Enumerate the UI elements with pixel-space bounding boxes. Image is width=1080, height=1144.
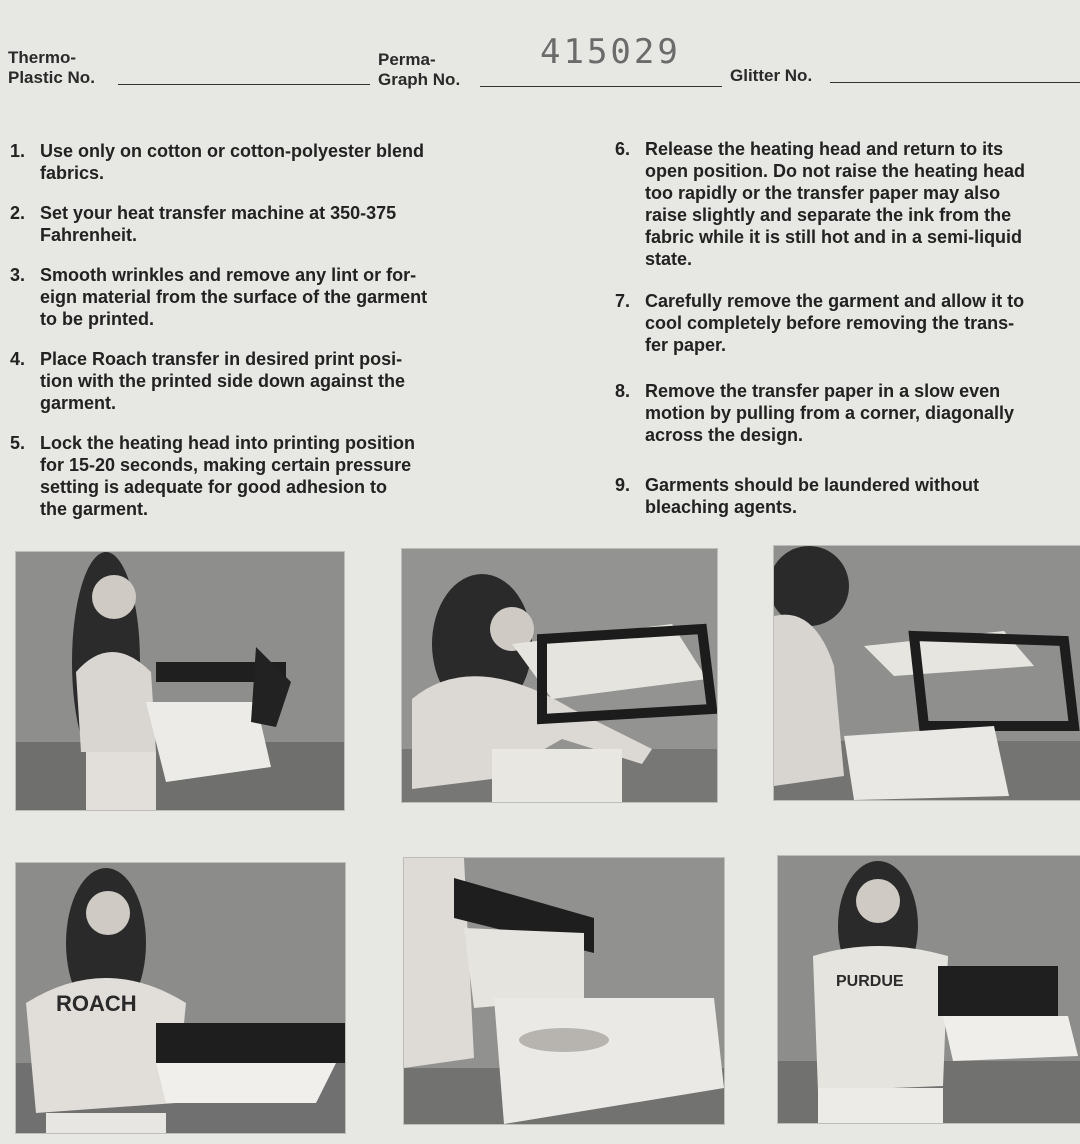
step-5 <box>10 432 492 520</box>
glitter-line <box>830 82 1080 83</box>
step-text: Garments should be laundered without bleaching agents. <box>645 475 980 517</box>
step-2 <box>10 202 492 246</box>
step-text: Release the heating head and return to its open position. Do not raise the heating head too rapidly or the transfer paper may also raise slightly and separate the ink from the fabric while it is still hot and in a semi-liquid state. <box>645 139 1026 269</box>
step-number: 9. <box>615 475 631 495</box>
perma-graph-label: Perma- Graph No. <box>378 50 461 89</box>
step-number: 6. <box>615 139 631 159</box>
step-text: Lock the heating head into printing position for 15-20 seconds, making certain pressure setting is adequate for good adhesion to the garment. <box>40 433 415 519</box>
step-number: 8. <box>615 381 631 401</box>
step-1 <box>10 140 492 184</box>
shirt-roach-text: ROACH <box>56 991 137 1016</box>
step-text: Use only on cotton or cotton-polyester blend fabrics. <box>40 141 425 183</box>
step-number: 2. <box>10 203 26 223</box>
photo-step-4 <box>16 863 345 1133</box>
step-number: 1. <box>10 141 26 161</box>
perma-graph-number: 415029 <box>540 32 681 72</box>
step-7 <box>615 290 1080 356</box>
photo-step-3 <box>774 546 1080 800</box>
thermo-plastic-label: Thermo- Plastic No. <box>8 48 95 87</box>
step-8 <box>615 380 1080 446</box>
photo-step-5 <box>404 858 724 1124</box>
step-text: Carefully remove the garment and allow it to cool completely before removing the trans- fer paper. <box>645 291 1025 355</box>
steps-left-column <box>10 140 492 520</box>
step-number: 7. <box>615 291 631 311</box>
step-text: Set your heat transfer machine at 350-375 Fahrenheit. <box>40 203 397 245</box>
step-text: Smooth wrinkles and remove any lint or for- eign material from the surface of the garment to be printed. <box>40 265 428 329</box>
photo-step-6 <box>778 856 1080 1123</box>
photo-step-2 <box>402 549 717 802</box>
step-number: 4. <box>10 349 26 369</box>
step-9 <box>615 474 1080 518</box>
step-text: Remove the transfer paper in a slow even motion by pulling from a corner, diagonally across the design. <box>645 381 1015 445</box>
step-4 <box>10 348 492 414</box>
glitter-label: Glitter No. <box>730 66 813 85</box>
step-number: 3. <box>10 265 26 285</box>
photo-step-1 <box>16 552 344 810</box>
step-6 <box>615 138 1080 270</box>
step-text: Place Roach transfer in desired print posi- tion with the printed side down against the garment. <box>40 349 406 413</box>
steps-right-column <box>615 138 1080 518</box>
perma-graph-line <box>480 86 722 87</box>
shirt-purdue-text: PURDUE <box>836 973 904 990</box>
step-3 <box>10 264 492 330</box>
step-number: 5. <box>10 433 26 453</box>
thermo-plastic-line <box>118 84 370 85</box>
